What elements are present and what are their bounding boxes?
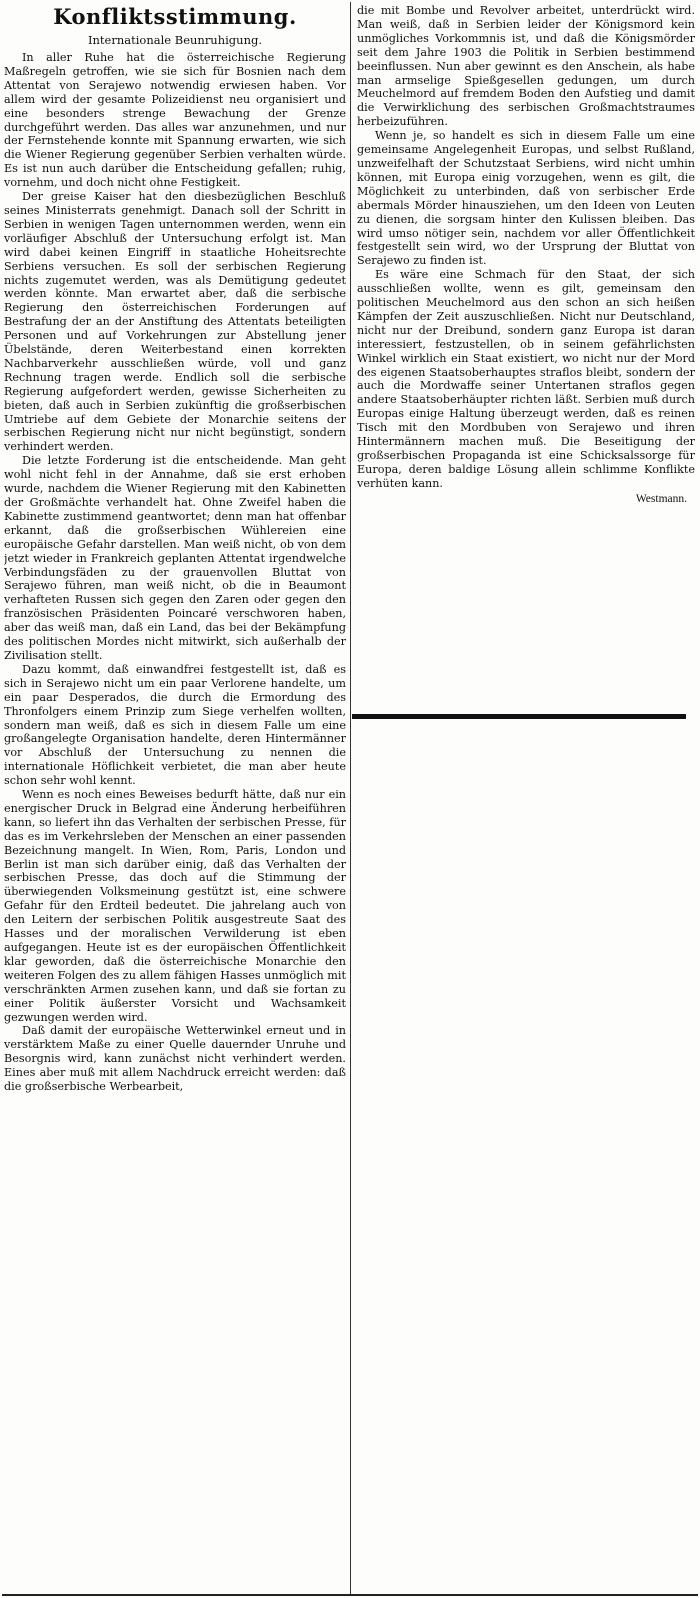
article-paragraph: Der greise Kaiser hat den diesbezüglichen Beschluß seines Ministerrats genehmigt. Danach soll der Schritt in Serbien in wenigen Tagen unternommen werden, wenn ein vorläufiger Abschluß der Untersuchung erfolgt ist. Man wird dabei keinen Eingriff in staatliche Hoheitsrechte Serbiens versuchen. Es soll der serbischen Regierung nichts zugemutet werden, was als Demütigung gedeutet werden könnte. Man erwartet aber, daß die serbische Regierung den österreichischen Forderungen auf Bestrafung der an der Anstiftung des Attentats beteiligten Personen und auf Vorkehrungen zur Abstellung jener Übelstände, deren Weiterbestand einen korrekten Nachbarverkehr ausschließen würde, voll und ganz Rechnung tragen werde. Endlich soll die serbische Regierung aufgefordert werden, gewisse Sicherheiten zu bieten, daß auch in Serbien zukünftig die großserbischen Umtriebe auf dem Gebiete der Monarchie seitens der serbischen Regierung nicht nur nicht begünstigt, sondern verhindert werden.	[4, 190, 346, 454]
article-author: Westmann.	[635, 492, 687, 505]
column-divider	[350, 2, 351, 1596]
article-paragraph: Die letzte Forderung ist die entscheidende. Man geht wohl nicht fehl in der Annahme, daß sie erst erhoben wurde, nachdem die Wiener Regierung mit den Kabinetten der Großmächte verhandelt hat. Ohne Zweifel haben die Kabinette zustimmend geantwortet; denn man hat offenbar erkannt, daß die großserbischen Wühlereien eine europäische Gefahr darstellen. Man weiß nicht, ob von dem jetzt wieder in Frankreich geplanten Attentat irgendwelche Verbindungsfäden zu der grauenvollen Bluttat von Serajewo führen, man weiß nicht, ob die in Beaumont verhafteten Russen sich gegen den Zaren oder gegen den französischen Präsidenten Poincaré verschworen haben, aber das weiß man, daß ein Land, das bei der Bekämpfung des politischen Mordes nicht mitwirkt, sich außerhalb der Zivilisation stellt.	[4, 454, 346, 662]
article-column-right	[357, 4, 695, 724]
article-paragraph: Wenn je, so handelt es sich in diesem Falle um eine gemeinsame Angelegenheit Europas, und selbst Rußland, unzweifelhaft der Schutzstaat Serbiens, wird nicht umhin können, mit Europa einig vorzugehen, wenn es gilt, die Möglichkeit zu unterbinden, daß von serbischer Erde abermals Mörder hinausziehen, um den Ideen von Leuten zu dienen, die sorgsam hinter den Kulissen bleiben. Das wird umso nötiger sein, nachdem vor aller Öffentlichkeit festgestellt sein wird, wo der Ursprung der Bluttat von Serajewo zu finden ist.	[357, 129, 695, 268]
article-paragraph: In aller Ruhe hat die österreichische Regierung Maßregeln getroffen, wie sie sich für Bosnien nach dem Attentat von Serajewo notwendig erwiesen haben. Vor allem wird der gesamte Polizeidienst neu organisiert und eine besonders strenge Bewachung der Grenze durchgeführt werden. Das alles war anzunehmen, und nur der Fernstehende konnte mit Spannung erwarten, wie sich die Wiener Regierung gegenüber Serbien verhalten würde. Es ist nun auch darüber die Entscheidung gefallen; ruhig, vornehm, und doch nicht ohne Festigkeit.	[4, 51, 346, 190]
article-column-left	[4, 4, 346, 1594]
article-headline: Konfliktsstimmung.	[53, 4, 297, 29]
article-paragraph: Es wäre eine Schmach für den Staat, der sich ausschließen wollte, wenn es gilt, gemeinsam den politischen Meuchelmord aus den schon an sich heißen Kämpfen der Zeit auszuschließen. Nicht nur Deutschland, nicht nur der Dreibund, sondern ganz Europa ist daran interessiert, festzustellen, ob in seinem gefährlichsten Winkel wirklich ein Staat existiert, wo nicht nur der Mord des eigenen Staatsoberhauptes straflos bleibt, sondern der auch die Mordwaffe seiner Untertanen straflos gegen andere Staatsoberhäupter richten läßt. Serbien muß durch Europas einige Haltung überzeugt werden, daß es reinen Tisch mit den Mordbuben von Serajewo und ihren Hintermännern machen muß. Die Beseitigung der großserbischen Propaganda ist eine Schicksalssorge für Europa, deren baldige Lösung allein schlimme Konflikte verhüten kann.	[357, 268, 695, 490]
article-subheadline: Internationale Beunruhigung.	[87, 33, 262, 47]
article-end-rule	[352, 714, 686, 719]
article-paragraph: Wenn es noch eines Beweises bedurft hätte, daß nur ein energischer Druck in Belgrad eine Änderung herbeiführen kann, so liefert ihn das Verhalten der serbischen Presse, für das es im Verkehrsleben der Menschen an einer passenden Bezeichnung mangelt. In Wien, Rom, Paris, London und Berlin ist man sich darüber einig, daß das Verhalten der serbischen Presse, das doch auf die Stimmung der überwiegenden Volksmeinung gestützt ist, eine schwere Gefahr für den Erdteil bedeutet. Die jahrelang auch von den Leitern der serbischen Politik ausgestreute Saat des Hasses und der moralischen Verwilderung ist eben aufgegangen. Heute ist es der europäischen Öffentlichkeit klar geworden, daß die österreichische Monarchie den weiteren Folgen des zu allem fähigen Hasses unmöglich mit verschränkten Armen zusehen kann, und daß sie fortan zu einer Politik äußerster Vorsicht und Wachsamkeit gezwungen werden wird.	[4, 788, 346, 1024]
page-bottom-rule	[2, 1594, 698, 1596]
article-paragraph: Daß damit der europäische Wetterwinkel erneut und in verstärktem Maße zu einer Quelle dauernder Unruhe und Besorgnis wird, kann zunächst nicht verhindert werden. Eines aber muß mit allem Nachdruck erreicht werden: daß die großserbische Werbearbeit,	[4, 1024, 346, 1094]
article-paragraph: die mit Bombe und Revolver arbeitet, unterdrückt wird. Man weiß, daß in Serbien leider der Königsmord kein unmögliches Vorkommnis ist, und daß die Königsmörder seit dem Jahre 1903 die Politik in Serbien bestimmend beeinflussen. Nun aber gewinnt es den Anschein, als habe man armselige Spießgesellen gedungen, um durch Meuchelmord auf fremdem Boden den Aufstieg und damit die Verwirklichung des serbischen Großmachtstraumes herbeizuführen.	[357, 4, 695, 129]
article-paragraph: Dazu kommt, daß einwandfrei festgestellt ist, daß es sich in Serajewo nicht um ein paar Verlorene handelte, um ein paar Desperados, die durch die Ermordung des Thronfolgers einem Prinzip zum Siege verhelfen wollten, sondern man weiß, daß es sich in diesem Falle um eine großangelegte Organisation handelte, deren Hintermänner vor Abschluß der Untersuchung zu nennen die internationale Höflichkeit verbietet, die man aber heute schon sehr wohl kennt.	[4, 662, 346, 788]
